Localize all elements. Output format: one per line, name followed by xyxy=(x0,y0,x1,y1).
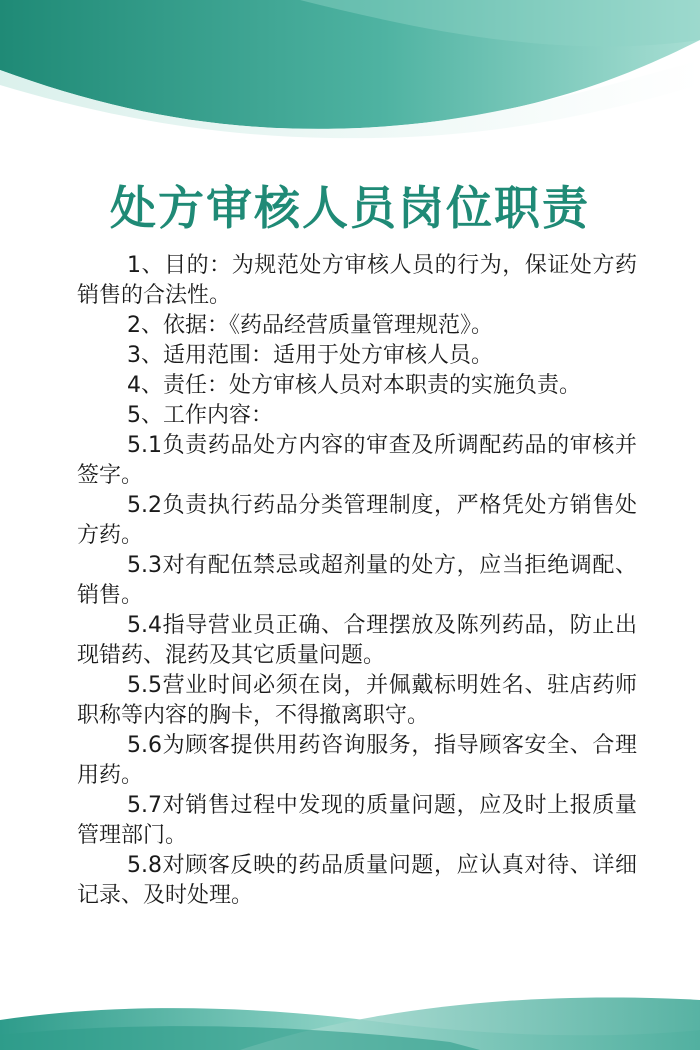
duty-paragraph: 5.5营业时间必须在岗，并佩戴标明姓名、驻店药师职称等内容的胸卡，不得撤离职守。 xyxy=(77,673,637,728)
top-wave-decoration xyxy=(0,0,700,150)
duty-paragraph: 5.3对有配伍禁忌或超剂量的处方，应当拒绝调配、销售。 xyxy=(77,553,637,608)
duty-paragraph: 5.7对销售过程中发现的质量问题，应及时上报质量管理部门。 xyxy=(77,793,637,848)
duty-paragraph: 5.8对顾客反映的药品质量问题，应认真对待、详细记录、及时处理。 xyxy=(77,853,637,908)
duty-paragraph: 1、目的：为规范处方审核人员的行为，保证处方药销售的合法性。 xyxy=(77,253,637,308)
bottom-wave-decoration xyxy=(0,980,700,1050)
duty-paragraph: 5.4指导营业员正确、合理摆放及陈列药品，防止出现错药、混药及其它质量问题。 xyxy=(77,613,637,668)
page-title: 处方审核人员岗位职责 xyxy=(110,181,590,235)
duty-paragraph: 5、工作内容： xyxy=(127,403,273,428)
duty-list xyxy=(77,251,637,911)
duty-paragraph: 5.1负责药品处方内容的审查及所调配药品的审核并签字。 xyxy=(77,433,637,488)
duty-paragraph: 5.2负责执行药品分类管理制度，严格凭处方销售处方药。 xyxy=(77,493,637,548)
duty-paragraph: 2、依据：《药品经营质量管理规范》。 xyxy=(127,313,493,338)
duty-paragraph: 3、适用范围：适用于处方审核人员。 xyxy=(127,343,493,368)
duty-paragraph: 4、责任：处方审核人员对本职责的实施负责。 xyxy=(127,373,581,398)
duty-paragraph: 5.6为顾客提供用药咨询服务，指导顾客安全、合理用药。 xyxy=(77,733,637,788)
